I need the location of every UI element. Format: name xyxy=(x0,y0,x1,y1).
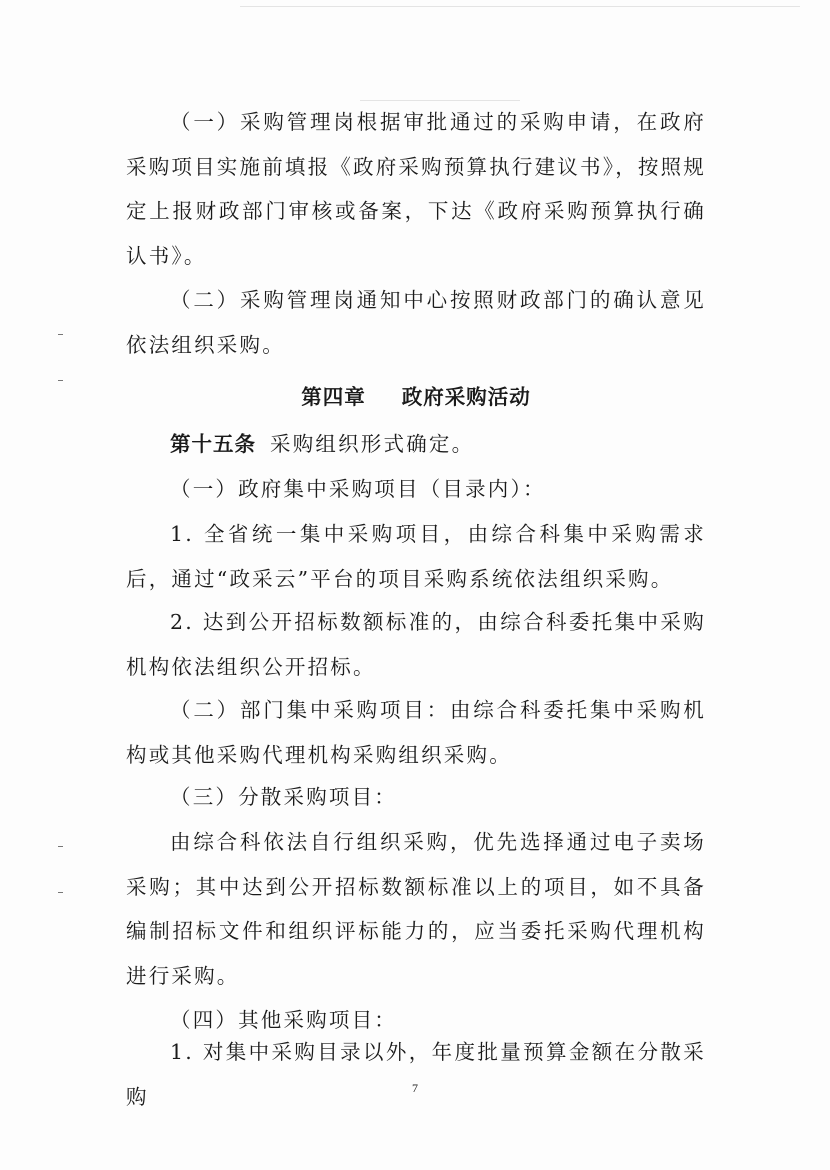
chapter-number: 第四章 xyxy=(301,385,366,409)
article-label: 第十五条 xyxy=(170,432,256,456)
margin-mark xyxy=(58,892,63,893)
margin-mark xyxy=(58,380,63,381)
paragraph-outside-catalog: 1. 对集中采购目录以外，年度批量预算金额在分散采购 xyxy=(126,1040,706,1109)
paragraph-decentralized: （三）分散采购项目： xyxy=(170,785,397,809)
article-text: 采购组织形式确定。 xyxy=(270,432,475,456)
paragraph-central-procurement: （一）政府集中采购项目（目录内）： xyxy=(170,477,546,501)
chapter-title: 政府采购活动 xyxy=(401,385,531,409)
paragraph-public-tender: 2. 达到公开招标数额标准的，由综合科委托集中采购机构依法组织公开招标。 xyxy=(126,610,706,679)
scan-artifact xyxy=(240,6,800,7)
chapter-heading xyxy=(126,380,706,410)
paragraph-self-organized: 由综合科依法自行组织采购，优先选择通过电子卖场采购；其中达到公开招标数额标准以上的项目，如不具备编制招标文件和组织评标能力的，应当委托采购代理机构进行采购。 xyxy=(126,830,706,988)
paragraph-department-central: （二）部门集中采购项目：由综合科委托集中采购机构或其他采购代理机构采购组织采购。 xyxy=(126,698,706,767)
margin-mark xyxy=(58,334,63,335)
paragraph-province-unified: 1. 全省统一集中采购项目，由综合科集中采购需求后，通过“政采云”平台的项目采购系统依法组织采购。 xyxy=(126,522,706,591)
page-number: 7 xyxy=(412,1081,418,1095)
article-fifteen xyxy=(126,422,706,467)
paragraph-other-procurement: （四）其他采购项目： xyxy=(170,1008,397,1032)
paragraph-notify-center: （二）采购管理岗通知中心按照财政部门的确认意见依法组织采购。 xyxy=(126,288,706,357)
paragraph-procurement-application: （一）采购管理岗根据审批通过的采购申请，在政府采购项目实施前填报《政府采购预算执行建议书》，按照规定上报财政部门审核或备案，下达《政府采购预算执行确认书》。 xyxy=(126,110,706,268)
margin-mark xyxy=(58,846,63,847)
